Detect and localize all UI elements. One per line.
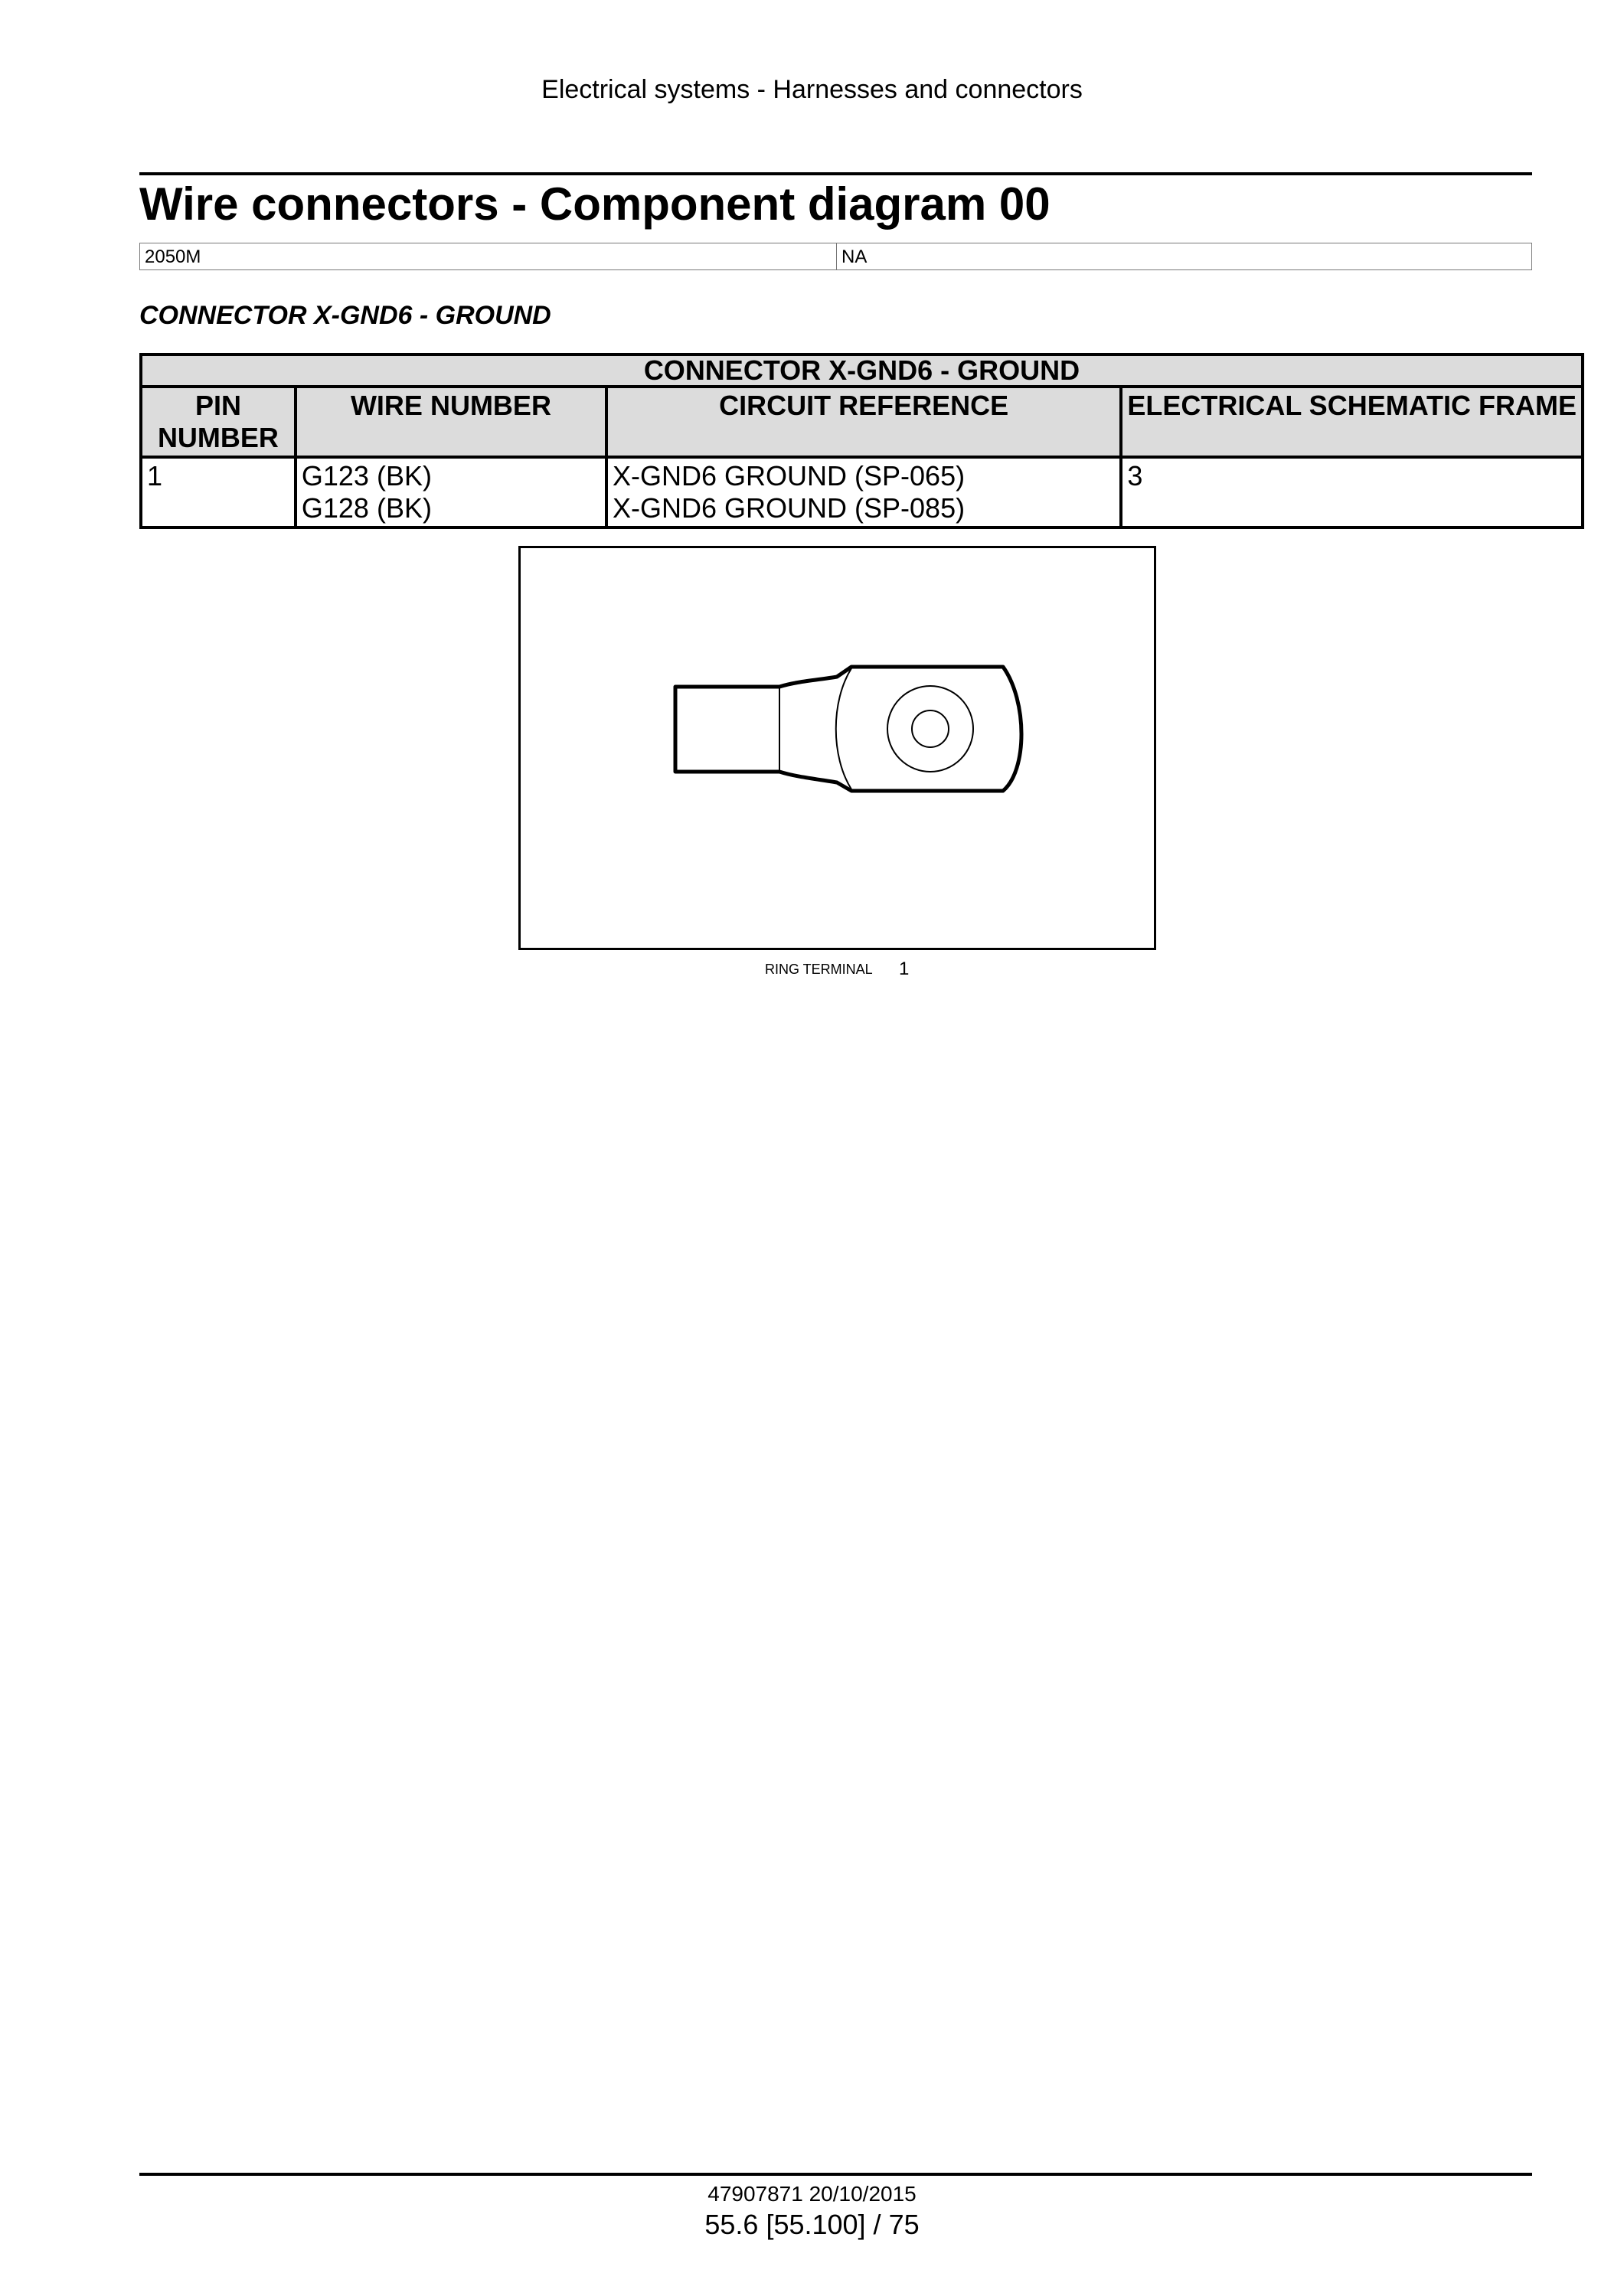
figure-caption: RING TERMINAL: [765, 962, 873, 977]
bottom-rule: [139, 2173, 1532, 2176]
model-bar: [139, 243, 1532, 270]
page-header: Electrical systems - Harnesses and connectors: [541, 75, 1083, 104]
cell-wire: [296, 457, 606, 527]
figure-frame: [518, 546, 1156, 950]
ring-terminal-outline-icon: [675, 667, 1021, 791]
connector-table: [139, 353, 1584, 529]
table-caption: CONNECTOR X-GND6 - GROUND: [141, 354, 1583, 387]
document-title: Wire connectors - Component diagram 00: [139, 178, 1051, 230]
col-pin-line1: PIN: [194, 390, 241, 421]
figure-number: 1: [899, 959, 910, 979]
model-left: 2050M: [140, 243, 837, 269]
col-schematic-frame: ELECTRICAL SCHEMATIC FRAME: [1121, 387, 1583, 457]
cell-frame: 3: [1121, 457, 1583, 527]
cell-circuit: [606, 457, 1121, 527]
section-heading: CONNECTOR X-GND6 - GROUND: [139, 301, 551, 330]
wire-line: G123 (BK): [301, 460, 432, 492]
model-right: NA: [841, 247, 868, 267]
col-pin-line2: NUMBER: [157, 422, 279, 453]
col-pin-number: [141, 387, 296, 457]
circuit-line: X-GND6 GROUND (SP-065): [613, 460, 966, 492]
col-circuit-reference: CIRCUIT REFERENCE: [606, 387, 1121, 457]
top-rule: [139, 172, 1532, 175]
cell-pin: 1: [141, 457, 296, 527]
table-row: [141, 457, 1583, 527]
wire-line: G128 (BK): [301, 492, 432, 524]
col-wire-number: WIRE NUMBER: [296, 387, 606, 457]
circuit-line: X-GND6 GROUND (SP-085): [613, 492, 966, 524]
footer-page-number: 55.6 [55.100] / 75: [704, 2209, 920, 2240]
ring-terminal-drawing: [521, 548, 1154, 948]
footer-code: 47907871 20/10/2015: [707, 2182, 917, 2206]
